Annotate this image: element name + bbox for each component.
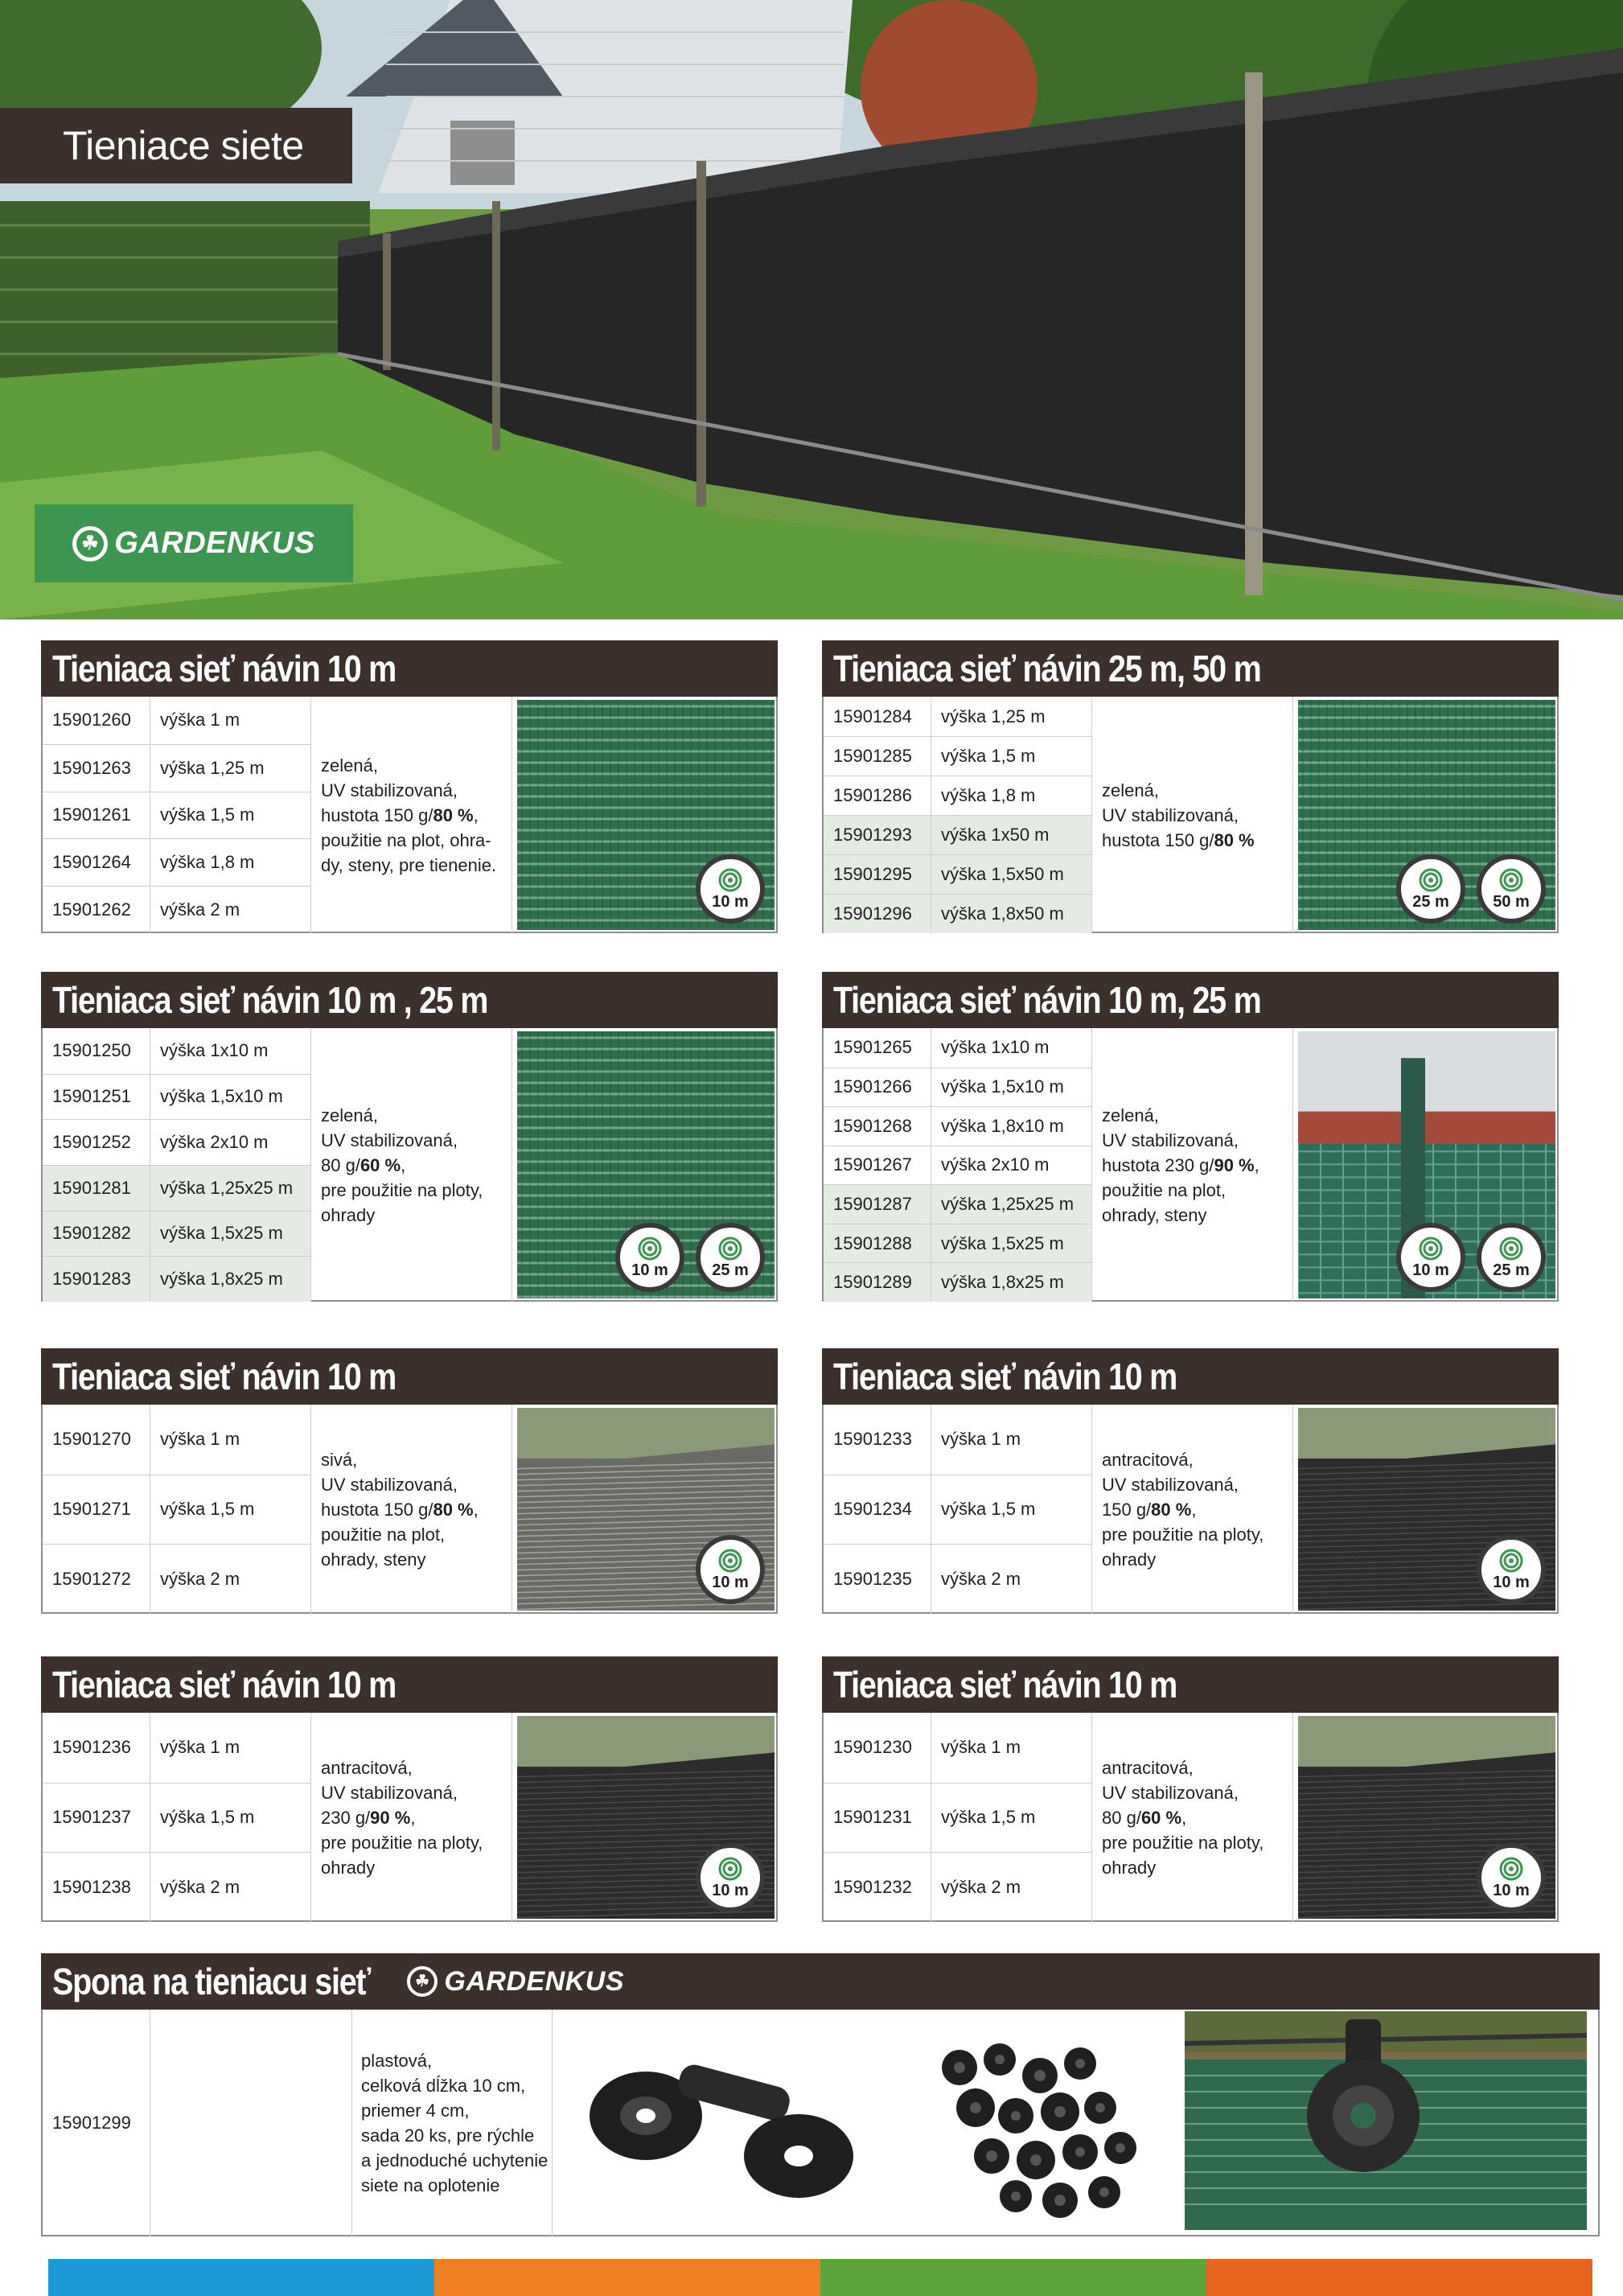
block-title: Tieniaca sieť návin 10 m, 25 m: [833, 979, 1261, 1021]
description-line: zelená,: [321, 1105, 378, 1125]
product-code: 15901265: [824, 1028, 931, 1068]
roll-icon: [718, 1857, 742, 1881]
table-row: [824, 1184, 1092, 1224]
product-description: [311, 1713, 512, 1922]
table-row: [824, 1475, 1092, 1545]
block-header: [41, 1348, 778, 1405]
roll-length-badge: [615, 1223, 684, 1292]
hero-title: Tieniace siete: [0, 108, 352, 183]
product-code: 15901281: [43, 1166, 150, 1211]
table-row: [824, 1028, 1092, 1068]
product-block: [41, 972, 778, 1302]
product-size: výška 1,25 m: [931, 697, 1092, 736]
table-row: [43, 1852, 311, 1922]
badge-label: 10 m: [712, 1882, 749, 1899]
roll-length-badge: [1477, 1223, 1546, 1292]
product-size: výška 1,5x10 m: [931, 1068, 1092, 1107]
description-line: sivá,: [321, 1449, 358, 1470]
description-line: pre použitie na ploty,: [321, 1179, 483, 1200]
description-line: antracitová,: [321, 1757, 413, 1778]
clip-block: [41, 1953, 1600, 2236]
badge-label: 10 m: [712, 893, 749, 911]
product-code: 15901238: [43, 1853, 150, 1922]
roll-icon: [1419, 1236, 1443, 1261]
product-code: 15901293: [824, 816, 931, 854]
product-block: [41, 1348, 778, 1614]
table-row: [43, 697, 311, 744]
product-size: výška 2x10 m: [931, 1146, 1092, 1185]
product-description: [1092, 697, 1293, 933]
product-size: výška 1 m: [931, 1713, 1092, 1783]
description-line: pre použitie na ploty,: [1102, 1524, 1264, 1545]
roll-length-badge: [1477, 1535, 1546, 1604]
block-title: Tieniaca sieť návin 10 m: [52, 1356, 397, 1397]
product-code: 15901287: [824, 1185, 931, 1224]
product-size: výška 1 m: [150, 697, 311, 744]
product-description: [311, 1405, 512, 1614]
clip-header: [41, 1953, 1600, 2010]
description-line: použitie na plot,: [1102, 1179, 1226, 1200]
product-block: [822, 1348, 1559, 1614]
badge-label: 25 m: [712, 1261, 749, 1279]
description-line: ohrady: [1102, 1857, 1157, 1878]
roll-icon: [1499, 1857, 1523, 1881]
product-size: výška 1,5 m: [931, 1475, 1092, 1545]
block-header: [822, 1348, 1559, 1405]
product-code: 15901270: [43, 1405, 150, 1475]
description-line: UV stabilizovaná,: [1102, 1782, 1239, 1803]
table-row: [43, 1475, 311, 1545]
product-size: výška 1,25x25 m: [150, 1166, 311, 1211]
table-row: [824, 1106, 1092, 1146]
description-line: antracitová,: [1102, 1757, 1194, 1778]
badge-label: 10 m: [1493, 1882, 1530, 1899]
product-description: [1092, 1028, 1293, 1302]
table-row: [824, 1713, 1092, 1783]
badge-label: 10 m: [1412, 1261, 1449, 1279]
product-size: výška 1,8x50 m: [931, 895, 1092, 933]
block-header: [41, 972, 778, 1028]
product-code: 15901236: [43, 1713, 150, 1783]
product-code: 15901288: [824, 1224, 931, 1263]
product-code: 15901285: [824, 737, 931, 776]
product-block: [41, 640, 778, 933]
product-size: výška 2x10 m: [150, 1120, 311, 1165]
badge-label: 50 m: [1493, 893, 1530, 911]
gardenkus-logo-icon: ☘: [72, 526, 108, 562]
description-line: ohrady, steny: [1102, 1204, 1207, 1225]
description-line: hustota 150 g/80 %,: [321, 1499, 479, 1520]
description-line: zelená,: [321, 755, 378, 776]
product-block: [822, 972, 1559, 1302]
roll-length-badge: [696, 854, 765, 924]
table-row: [824, 1405, 1092, 1475]
description-line: hustota 230 g/90 %,: [1102, 1154, 1259, 1175]
description-line: pre použitie na ploty,: [1102, 1832, 1264, 1853]
table-row: [43, 1256, 311, 1302]
description-line: UV stabilizovaná,: [321, 780, 458, 800]
block-title: Tieniaca sieť návin 10 m: [833, 1356, 1177, 1397]
roll-icon: [718, 1236, 742, 1261]
table-row: [43, 1783, 311, 1853]
product-block: [822, 640, 1559, 933]
description-line: ohrady: [321, 1857, 376, 1878]
clip-installed-photo: [1185, 2011, 1587, 2230]
table-row: [43, 1713, 311, 1783]
table-row: [824, 894, 1092, 933]
product-code: 15901251: [43, 1075, 150, 1120]
product-code: 15901250: [43, 1028, 150, 1074]
gardenkus-logo-icon: ☘: [407, 1966, 438, 1997]
description-line: plastová,: [361, 2051, 433, 2071]
table-row: [43, 1544, 311, 1614]
product-size: výška 1,25 m: [150, 745, 311, 792]
description-line: hustota 150 g/80 %,: [321, 804, 479, 825]
table-row: [824, 776, 1092, 815]
product-code: 15901260: [43, 697, 150, 744]
product-size: výška 1,8 m: [150, 839, 311, 886]
product-size: výška 1,5x50 m: [931, 855, 1092, 894]
product-code: 15901295: [824, 855, 931, 894]
description-line: antracitová,: [1102, 1449, 1194, 1470]
block-title: Tieniaca sieť návin 10 m: [52, 1664, 397, 1706]
product-size: výška 1,5 m: [150, 792, 311, 839]
clip-size-cell: [150, 2010, 352, 2236]
description-line: 80 g/60 %,: [1102, 1807, 1187, 1828]
roll-icon: [1499, 1236, 1523, 1261]
product-description: [311, 697, 512, 933]
clip-brand-logo: [407, 1953, 624, 2010]
footer-bar-green: [820, 2259, 1206, 2296]
description-line: celková dĺžka 10 cm,: [361, 2076, 526, 2096]
roll-icon: [718, 1549, 742, 1573]
table-row: [824, 1262, 1092, 1302]
product-description: [311, 1028, 512, 1302]
description-line: 80 g/60 %,: [321, 1154, 406, 1175]
description-line: pre použitie na ploty,: [321, 1832, 483, 1853]
table-row: [43, 1211, 311, 1257]
product-code: 15901268: [824, 1107, 931, 1146]
block-title: Tieniaca sieť návin 10 m: [52, 648, 397, 689]
product-size: výška 2 m: [150, 887, 311, 933]
table-row: [43, 792, 311, 839]
product-size: výška 1,5 m: [931, 737, 1092, 776]
product-code: 15901282: [43, 1212, 150, 1257]
block-header: [822, 972, 1559, 1028]
description-line: ohrady: [321, 1204, 376, 1225]
table-row: [824, 1224, 1092, 1263]
badge-label: 25 m: [1493, 1261, 1530, 1279]
description-line: UV stabilizovaná,: [321, 1474, 458, 1495]
block-title: Tieniaca sieť návin 10 m , 25 m: [52, 979, 488, 1021]
description-line: UV stabilizovaná,: [1102, 804, 1239, 825]
product-size: výška 1,5 m: [931, 1784, 1092, 1853]
product-size: výška 1,5x25 m: [931, 1224, 1092, 1263]
product-size: výška 2 m: [931, 1545, 1092, 1614]
product-size: výška 1x50 m: [931, 816, 1092, 854]
product-size: výška 1x10 m: [931, 1028, 1092, 1068]
product-code: 15901286: [824, 776, 931, 815]
description-line: 150 g/80 %,: [1102, 1499, 1197, 1520]
footer-bar-orange: [434, 2259, 820, 2296]
clip-set-photo: [911, 2019, 1201, 2228]
brand-name: GARDENKUS: [114, 526, 315, 560]
product-code: 15901283: [43, 1257, 150, 1302]
description-line: zelená,: [1102, 780, 1159, 800]
roll-length-badge: [1396, 1223, 1465, 1292]
product-code: 15901237: [43, 1784, 150, 1853]
table-row: [824, 736, 1092, 776]
description-line: siete na oplotenie: [361, 2175, 500, 2195]
description-line: hustota 150 g/80 %: [1102, 829, 1255, 850]
block-header: [41, 1656, 778, 1713]
brand-logo: [35, 504, 353, 582]
table-row: [824, 697, 1092, 736]
roll-length-badge: [1396, 854, 1465, 924]
product-code: 15901266: [824, 1068, 931, 1107]
table-row: [43, 838, 311, 886]
roll-length-badge: [696, 1843, 765, 1912]
product-size: výška 1,8x25 m: [150, 1257, 311, 1302]
block-title: Tieniaca sieť návin 25 m, 50 m: [833, 648, 1261, 689]
table-row: [824, 815, 1092, 854]
table-row: [824, 1783, 1092, 1853]
product-code: 15901284: [824, 697, 931, 736]
table-row: [43, 1074, 311, 1120]
description-line: 230 g/90 %,: [321, 1807, 416, 1828]
product-size: výška 1,25x25 m: [931, 1185, 1092, 1224]
product-code: 15901271: [43, 1475, 150, 1545]
block-header: [822, 640, 1559, 697]
badge-label: 10 m: [712, 1574, 749, 1591]
block-header: [822, 1656, 1559, 1713]
product-size: výška 1,8 m: [931, 776, 1092, 815]
product-size: výška 1,8x25 m: [931, 1263, 1092, 1302]
block-header: [41, 640, 778, 697]
product-description: [1092, 1405, 1293, 1614]
table-row: [43, 1405, 311, 1475]
hero-banner: [0, 0, 1623, 619]
description-line: použitie na plot,: [321, 1524, 446, 1545]
badge-label: 25 m: [1412, 893, 1449, 911]
table-row: [43, 1119, 311, 1165]
product-description: [1092, 1713, 1293, 1922]
roll-length-badge: [696, 1223, 765, 1292]
product-code: 15901261: [43, 792, 150, 839]
table-row: [43, 744, 311, 792]
product-size: výška 1 m: [150, 1713, 311, 1783]
roll-icon: [718, 868, 742, 892]
product-size: výška 1x10 m: [150, 1028, 311, 1074]
product-block: [41, 1656, 778, 1922]
table-row: [824, 1852, 1092, 1922]
clip-brand-name: GARDENKUS: [444, 1966, 625, 1997]
product-code: 15901263: [43, 745, 150, 792]
table-row: [824, 854, 1092, 894]
product-size: výška 1,5x25 m: [150, 1212, 311, 1257]
product-code: 15901296: [824, 895, 931, 933]
product-size: výška 1,5x10 m: [150, 1075, 311, 1120]
description-line: ohrady, steny: [321, 1549, 426, 1570]
product-code: 15901289: [824, 1263, 931, 1302]
table-row: [43, 1165, 311, 1211]
product-block: [822, 1656, 1559, 1922]
table-row: [824, 1068, 1092, 1107]
description-line: použitie na plot, ohra-: [321, 829, 491, 850]
description-line: priemer 4 cm,: [361, 2101, 470, 2121]
product-code: 15901230: [824, 1713, 931, 1783]
product-size: výška 1,5 m: [150, 1475, 311, 1545]
table-row: [824, 1544, 1092, 1614]
product-code: 15901233: [824, 1405, 931, 1475]
product-size: výška 2 m: [931, 1853, 1092, 1922]
description-line: UV stabilizovaná,: [1102, 1474, 1239, 1495]
product-size: výška 2 m: [150, 1545, 311, 1614]
roll-icon: [1499, 1549, 1523, 1573]
product-code: 15901231: [824, 1784, 931, 1853]
footer-bar-orange-right: [1206, 2259, 1592, 2296]
product-code: 15901264: [43, 839, 150, 886]
product-size: výška 1,5 m: [150, 1784, 311, 1853]
clip-code: 15901299: [43, 2010, 150, 2236]
table-row: [43, 1028, 311, 1074]
product-size: výška 1,8x10 m: [931, 1107, 1092, 1146]
roll-length-badge: [696, 1535, 765, 1604]
badge-label: 10 m: [631, 1261, 668, 1279]
description-line: ohrady: [1102, 1549, 1157, 1570]
description-line: dy, steny, pre tienenie.: [321, 854, 497, 875]
roll-length-badge: [1477, 1843, 1546, 1912]
description-line: UV stabilizovaná,: [1102, 1129, 1239, 1150]
product-size: výška 2 m: [150, 1853, 311, 1922]
product-code: 15901262: [43, 887, 150, 933]
table-row: [824, 1146, 1092, 1185]
roll-icon: [1419, 868, 1443, 892]
description-line: sada 20 ks, pre rýchle: [361, 2125, 535, 2146]
product-code: 15901252: [43, 1120, 150, 1165]
roll-icon: [1499, 868, 1523, 892]
product-code: 15901234: [824, 1475, 931, 1545]
product-size: výška 1 m: [150, 1405, 311, 1475]
table-row: [43, 886, 311, 933]
description-line: a jednoduché uchytenie: [361, 2150, 549, 2171]
footer-bar-blue: [48, 2259, 434, 2296]
badge-label: 10 m: [1493, 1574, 1530, 1591]
clip-title: Spona na tieniacu sieť: [52, 1961, 371, 2002]
description-line: UV stabilizovaná,: [321, 1129, 458, 1150]
product-code: 15901232: [824, 1853, 931, 1922]
roll-icon: [638, 1236, 662, 1261]
block-title: Tieniaca sieť návin 10 m: [833, 1664, 1177, 1706]
description-line: UV stabilizovaná,: [321, 1782, 458, 1803]
product-code: 15901235: [824, 1545, 931, 1614]
clip-single-photo: [557, 2019, 895, 2228]
product-code: 15901272: [43, 1545, 150, 1614]
description-line: zelená,: [1102, 1105, 1159, 1125]
clip-description: [351, 2010, 553, 2236]
product-size: výška 1 m: [931, 1405, 1092, 1475]
product-code: 15901267: [824, 1146, 931, 1185]
roll-length-badge: [1477, 854, 1546, 924]
